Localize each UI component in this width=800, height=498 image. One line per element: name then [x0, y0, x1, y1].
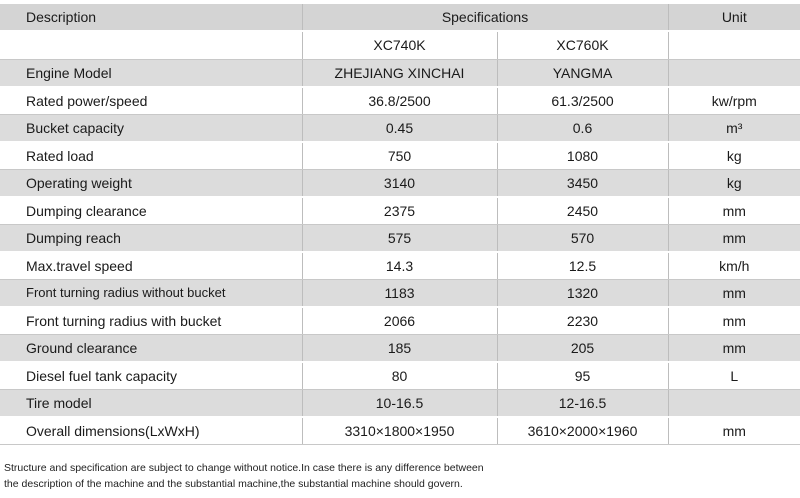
spec-table [0, 4, 800, 445]
row-unit [668, 60, 800, 88]
table-header-row [0, 4, 800, 31]
row-label: Tire model [0, 390, 302, 418]
value-xc740k: ZHEJIANG XINCHAI [302, 60, 497, 88]
value-xc740k: 14.3 [302, 252, 497, 280]
row-label: Rated power/speed [0, 87, 302, 115]
value-xc740k: 0.45 [302, 115, 497, 143]
value-xc740k: 10-16.5 [302, 390, 497, 418]
row-unit: kg [668, 170, 800, 198]
row-unit: mm [668, 417, 800, 445]
table-row [0, 87, 800, 115]
model-row-label [0, 31, 302, 60]
table-row [0, 197, 800, 225]
header-unit: Unit [668, 4, 800, 31]
value-xc740k: 1183 [302, 280, 497, 308]
value-xc760k: 205 [497, 335, 668, 363]
table-row [0, 142, 800, 170]
model-name-2: XC760K [497, 31, 668, 60]
value-xc740k: 3140 [302, 170, 497, 198]
row-unit: kw/rpm [668, 87, 800, 115]
value-xc740k: 575 [302, 225, 497, 253]
row-label: Dumping clearance [0, 197, 302, 225]
row-unit: mm [668, 280, 800, 308]
row-unit: m³ [668, 115, 800, 143]
value-xc760k: 0.6 [497, 115, 668, 143]
model-name-1: XC740K [302, 31, 497, 60]
disclaimer-note [4, 460, 604, 492]
table-row [0, 362, 800, 390]
table-row [0, 252, 800, 280]
table-row [0, 390, 800, 418]
value-xc760k: 3610×2000×1960 [497, 417, 668, 445]
value-xc760k: 12-16.5 [497, 390, 668, 418]
value-xc760k: 2230 [497, 307, 668, 335]
header-description: Description [0, 4, 302, 31]
value-xc740k: 36.8/2500 [302, 87, 497, 115]
row-unit: kg [668, 142, 800, 170]
model-row-unit [668, 31, 800, 60]
value-xc740k: 2066 [302, 307, 497, 335]
row-unit: mm [668, 197, 800, 225]
row-label: Front turning radius without bucket [0, 280, 302, 308]
value-xc760k: YANGMA [497, 60, 668, 88]
value-xc740k: 750 [302, 142, 497, 170]
row-unit: mm [668, 225, 800, 253]
row-label: Rated load [0, 142, 302, 170]
spec-sheet [0, 4, 800, 445]
table-row [0, 60, 800, 88]
disclaimer-line-2: the description of the machine and the substantial machine,the substantial machine should govern. [4, 478, 463, 490]
value-xc740k: 3310×1800×1950 [302, 417, 497, 445]
row-unit: L [668, 362, 800, 390]
value-xc760k: 3450 [497, 170, 668, 198]
value-xc760k: 1080 [497, 142, 668, 170]
table-row [0, 225, 800, 253]
value-xc740k: 2375 [302, 197, 497, 225]
value-xc760k: 95 [497, 362, 668, 390]
row-label: Max.travel speed [0, 252, 302, 280]
table-row [0, 115, 800, 143]
disclaimer-line-1: Structure and specification are subject to change without notice.In case there is any difference between [4, 462, 484, 474]
table-row [0, 335, 800, 363]
row-label: Diesel fuel tank capacity [0, 362, 302, 390]
row-label: Operating weight [0, 170, 302, 198]
row-label: Engine Model [0, 60, 302, 88]
header-specifications: Specifications [302, 4, 668, 31]
row-label: Ground clearance [0, 335, 302, 363]
row-label: Bucket capacity [0, 115, 302, 143]
value-xc740k: 185 [302, 335, 497, 363]
value-xc740k: 80 [302, 362, 497, 390]
row-label: Dumping reach [0, 225, 302, 253]
table-row [0, 417, 800, 445]
value-xc760k: 1320 [497, 280, 668, 308]
row-unit: km/h [668, 252, 800, 280]
row-label: Front turning radius with bucket [0, 307, 302, 335]
table-row [0, 170, 800, 198]
model-row [0, 31, 800, 60]
value-xc760k: 12.5 [497, 252, 668, 280]
table-row [0, 280, 800, 308]
value-xc760k: 2450 [497, 197, 668, 225]
row-unit [668, 390, 800, 418]
row-label: Overall dimensions(LxWxH) [0, 417, 302, 445]
row-unit: mm [668, 335, 800, 363]
table-row [0, 307, 800, 335]
row-unit: mm [668, 307, 800, 335]
value-xc760k: 61.3/2500 [497, 87, 668, 115]
value-xc760k: 570 [497, 225, 668, 253]
